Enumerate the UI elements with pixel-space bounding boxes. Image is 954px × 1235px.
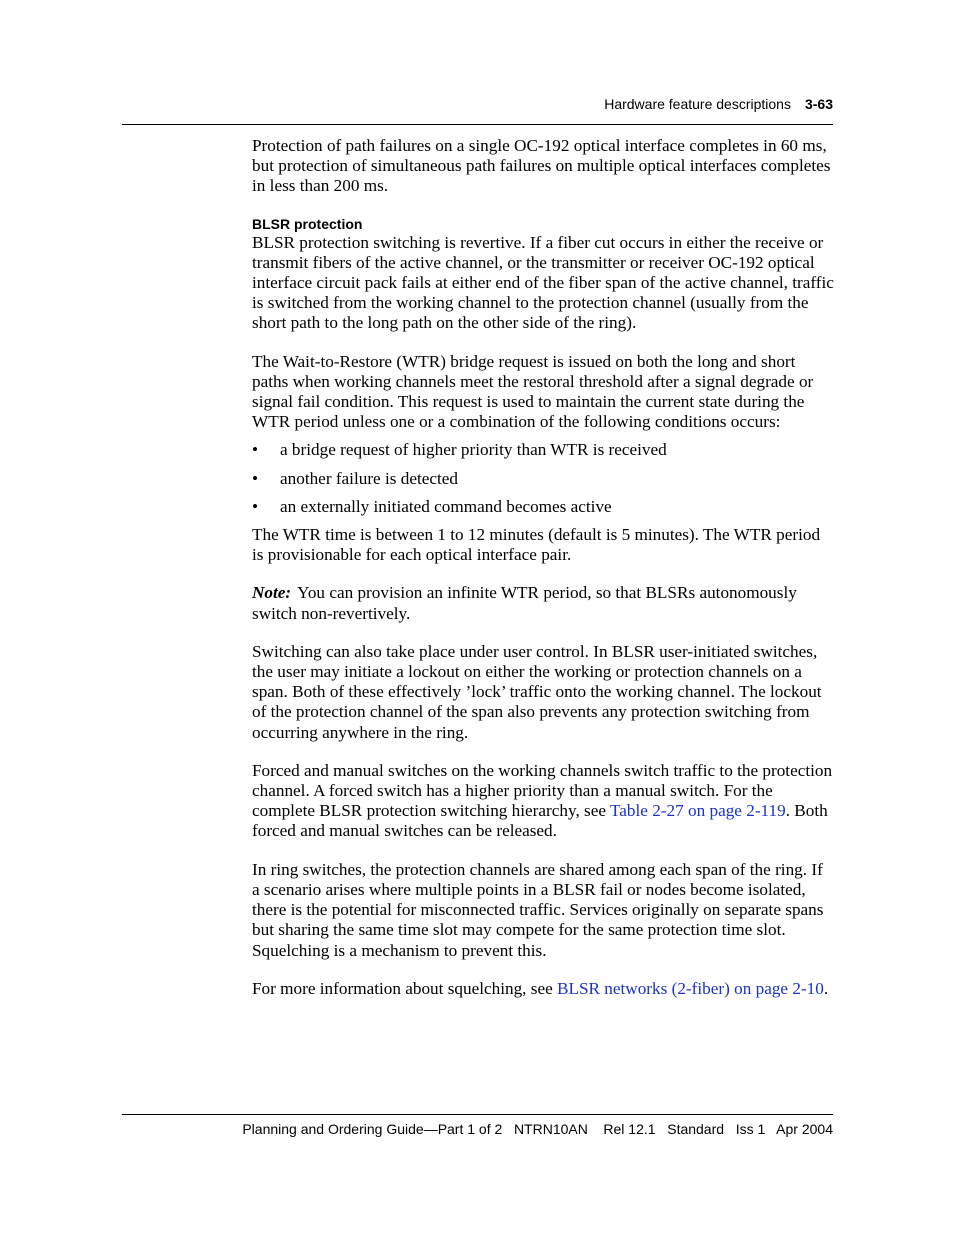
paragraph-blsr-revertive: BLSR protection switching is revertive. If a fiber cut occurs in either the receive or transmit fibers of the active channel, or the transmitter or receiver OC-192 optical interface circuit pack fails at either end of the fiber span of the active channel, traffic is switched from the working channel to the protection channel (usually from the short path to the long path on the other side of the ring). (252, 232, 834, 333)
conditions-list (252, 440, 834, 517)
page-content (252, 136, 834, 1017)
bullet-icon: • (252, 440, 259, 460)
list-item: • another failure is detected (252, 468, 458, 488)
paragraph-wtr-time: The WTR time is between 1 to 12 minutes (default is 5 minutes). The WTR period is provisionable for each optical interface pair. (252, 525, 821, 565)
list-item: • a bridge request of higher priority than WTR is received (252, 440, 667, 460)
bullet-icon: • (252, 496, 259, 516)
section-heading-blsr-protection: BLSR protection (252, 215, 363, 232)
note-label: Note: (252, 583, 292, 603)
header-page-number: 3-63 (804, 96, 833, 112)
paragraph-squelching: For more information about squelching, see BLSR networks (2-fiber) on page 2-10. (252, 978, 829, 998)
link-table-2-27[interactable]: Table 2-27 on page 2-119 (609, 801, 786, 821)
note-text: You can provision an infinite WTR period, so that BLSRs autonomously switch non-revertively. (252, 583, 797, 623)
page-footer: Planning and Ordering Guide—Part 1 of 2 NTRN10AN Rel 12.1 Standard Iss 1 Apr 2004 (122, 1114, 833, 1137)
link-blsr-networks[interactable]: BLSR networks (2-fiber) on page 2-10 (557, 978, 824, 998)
bullet-icon: • (252, 468, 259, 488)
paragraph-wtr-request: The Wait-to-Restore (WTR) bridge request is issued on both the long and short paths when working channels meet the restoral threshold after a signal degrade or signal fail condition. This request is used to maintain the current state during the WTR period unless one or a combination of the following conditions occurs: (252, 351, 814, 432)
paragraph-user-control: Switching can also take place under user control. In BLSR user-initiated switches, the user may initiate a lockout on either the working or protection channels on a span. Both of these effectively ’lock’ traffic onto the working channel. The lockout of the protection channel of the span also prevents any protection switching from occurring anywhere in the ring. (252, 641, 822, 742)
note-block (252, 583, 834, 623)
list-item: • an externally initiated command becomes active (252, 496, 612, 516)
header-section-title: Hardware feature descriptions (604, 96, 791, 112)
paragraph-forced-manual: Forced and manual switches on the working channels switch traffic to the protection channel. A forced switch has a higher priority than a manual switch. For the complete BLSR protection switching hierarchy, see Table 2-27 on page 2-119. Both forced and manual switches can be released. (252, 760, 833, 841)
paragraph-ring-switches: In ring switches, the protection channels are shared among each span of the ring. If a scenario arises where multiple points in a BLSR fail or nodes become isolated, there is the potential for misconnected traffic. Services originally on separate spans but sharing the same time slot may compete for the same protection time slot. Squelching is a mechanism to prevent this. (252, 859, 824, 960)
page-header (122, 96, 833, 125)
paragraph-path-failures: Protection of path failures on a single OC-192 optical interface completes in 60 ms, but protection of simultaneous path failures on multiple optical interfaces completes in less than 200 ms. (252, 136, 831, 196)
